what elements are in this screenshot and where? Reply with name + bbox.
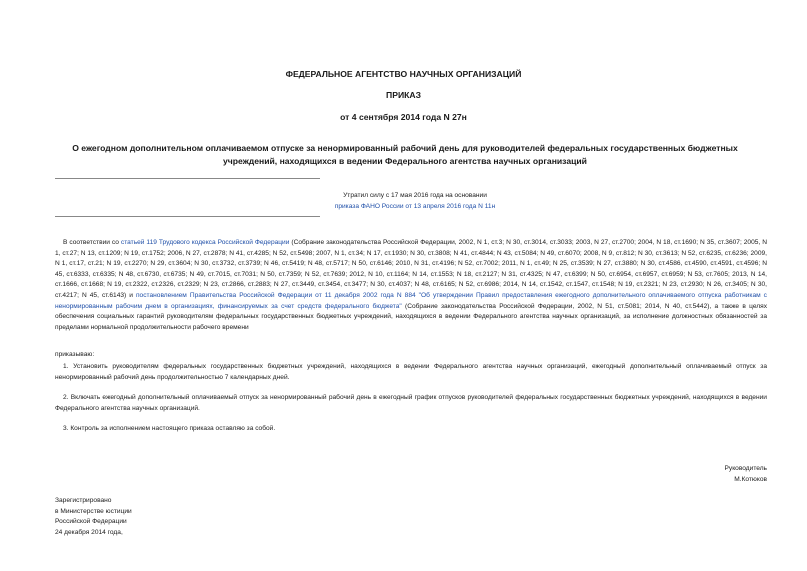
preamble [55,238,767,333]
order-item-3: 3. Контроль за исполнением настоящего приказа оставляю за собой. [63,425,276,432]
divider-top [55,178,320,179]
preamble-text-1: В соответствии со [63,239,121,246]
status-note [290,190,540,212]
registration-line-4: 24 декабря 2014 года, [55,528,123,536]
document-type: ПРИКАЗ [386,90,421,100]
registration-line-2: в Министерстве юстиции [55,507,132,515]
repeal-order-link[interactable]: приказа ФАНО России от 13 апреля 2016 года N 11н [334,203,496,210]
status-note-text: Утратил силу с 17 мая 2016 года на основании [343,192,487,199]
divider-bottom [55,216,320,217]
labor-code-link[interactable]: статьей 119 Трудового кодекса Российской Федерации [120,239,290,246]
preamble-text-3: (Собрание законодательства Российской Федерации, 2002, N 51, ст.5081; 2014, N 40, ст.5442), а также в целях обеспечения социальных гарантий руководителям федеральных государственных бюджетных учреждений, находящихся в ведении Федерального агентства научных организаций, за исполнение должностных обязанностей за пределами нормальной продолжительности рабочего времени [55,302,767,331]
preamble-text-2: (Собрание законодательства Российской Федерации, 2002, N 1, ст.3; N 30, ст.3014, ст.3033; 2003, N 27, ст.2700; 2004, N 18, ст.1690; N 35, ст.3607; 2005, N 1, ст.27; N 13, ст.1209; N 19, ст.1752; 2006, N 27, ст.2878; N 41, ст.4285; N 52, ст.5498; 2007, N 1, ст.34; N 17, ст.1930; N 30, ст.3808; N 41, ст.4844; N 43, ст.5084; N 49, ст.6070; 2008, N 9, ст.812; N 30, ст.3613; N 52, ст.6235, ст.6236; 2009, N 1, ст.17, ст.21; N 19, ст.2270; N 29, ст.3604; N 30, ст.3732, ст.3739; N 46, ст.5419; N 48, ст.5717; N 50, ст.6146; 2010, N 31, ст.4196; N 52, ст.7002; 2011, N 1, ст.49; N 25, ст.3539; N 27, ст.3880; N 30, ст.4586, ст.4590, ст.4591, ст.4596; N 45, ст.6333, ст.6335; N 48, ст.6730, ст.6735; N 49, ст.7015, ст.7031; N 50, ст.7359; N 52, ст.7639; 2012, N 10, ст.1164; N 14, ст.1553; N 18, ст.2127; N 31, ст.4325; N 47, ст.6399; N 50, ст.6954, ст.6957, ст.6959; N 53, ст.7605; 2013, N 14, ст.1666, ст.1668; N 19, ст.2322, ст.2326, ст.2329; N 23, ст.2866, ст.2883; N 27, ст.3449, ст.3454, ст.3477; N 30, ст.4037; N 48, ст.6165; N 52, ст.6986; 2014, N 14, ст.1542, ст.1547, ст.1548; N 19, ст.2321; N 23, ст.2930; N 26, ст.3405; N 30, ст.4217; N 45, ст.6143) и [55,239,767,299]
agency-name: ФЕДЕРАЛЬНОЕ АГЕНТСТВО НАУЧНЫХ ОРГАНИЗАЦИЙ [285,69,522,79]
signatory-position: Руководитель [724,465,767,472]
registration-block [55,496,132,538]
signatory-name: М.Котюков [734,475,767,483]
order-word: приказываю: [55,351,95,358]
signature-block [725,464,767,485]
order-item-2: 2. Включать ежегодный дополнительный оплачиваемый отпуск за ненормированный рабочий день в ежегодный график отпусков руководителей федеральных государственных бюджетных учреждений, находящихся в ведении Федерального агентства научных организаций. [55,394,767,412]
document-title: О ежегодном дополнительном оплачиваемом отпуске за ненормированный рабочий день для руководителей федеральных государственных бюджетных учреждений, находящихся в ведении Федерального агентства научных организаций [72,143,738,166]
document-date-number: от 4 сентября 2014 года N 27н [340,112,467,122]
government-decree-link[interactable]: постановлением Правительства Российской Федерации от 11 декабря 2002 года N 884 "Об утверждении Правил предоставления ежегодного дополнительного оплачиваемого отпуска работникам с ненормированным рабочим днем в организациях, финансируемых за счет средств федерального бюджета" [55,291,767,310]
order-item-1: 1. Установить руководителям федеральных государственных бюджетных учреждений, находящихся в ведении Федерального агентства научных организаций, ежегодный дополнительный оплачиваемый отпуск за ненормированный рабочий день продолжительностью 7 календарных дней. [55,363,767,381]
registration-line-3: Российской Федерации [55,518,127,526]
registration-line-1: Зарегистрировано [55,497,112,504]
